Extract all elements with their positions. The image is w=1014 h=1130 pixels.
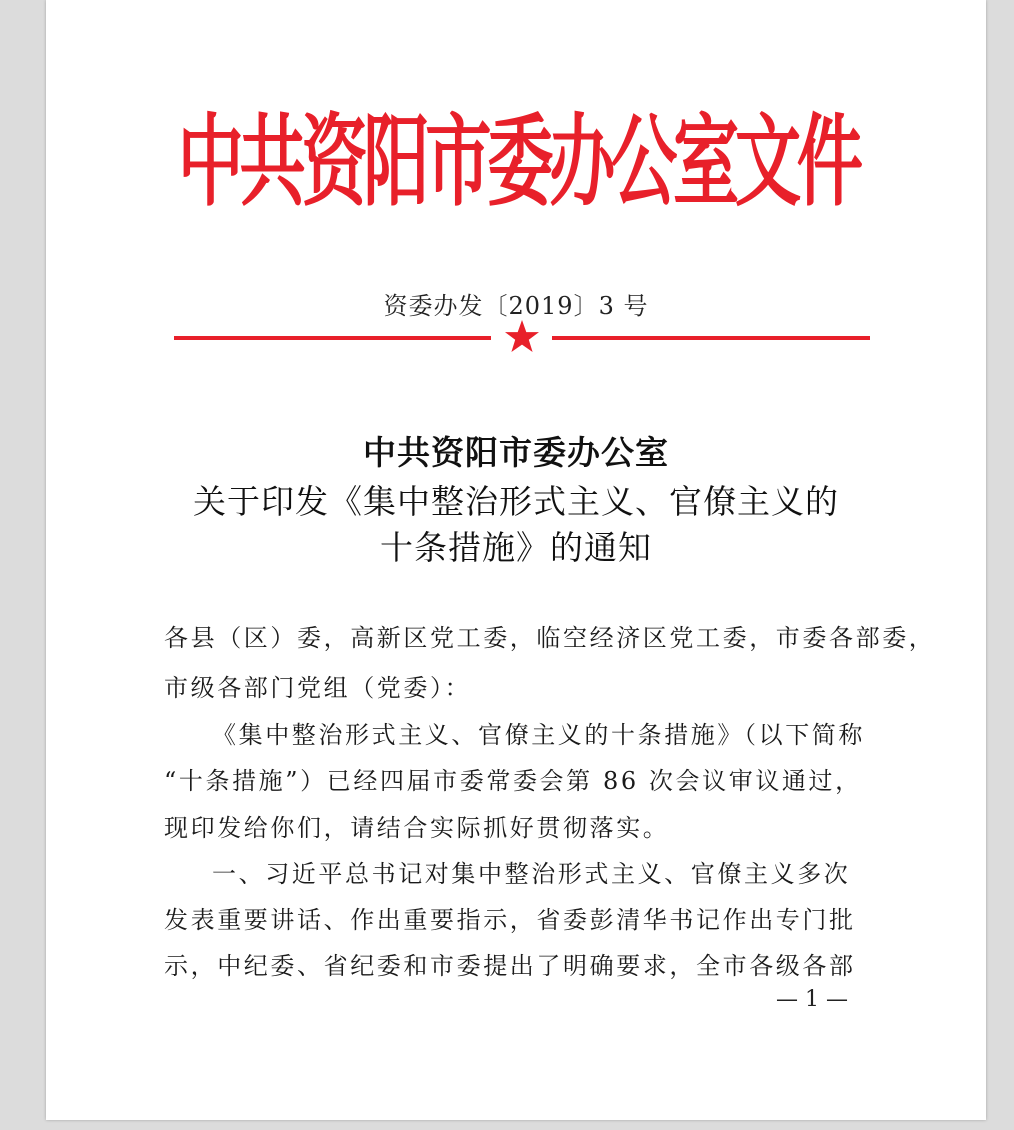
body-paragraph-1-line-3: 现印发给你们，请结合实际抓好贯彻落实。 [164, 814, 670, 842]
document-page [46, 0, 986, 1120]
title-line-2: 关于印发《集中整治形式主义、官僚主义的 [193, 482, 839, 521]
body-paragraph-1-line-2: “十条措施”）已经四届市委常委会第 86 次会议审议通过， [164, 767, 862, 795]
addressee-line-1: 各县（区）委，高新区党工委，临空经济区党工委，市委各部委， [164, 624, 936, 652]
title-line-3: 十条措施》的通知 [380, 528, 652, 567]
red-star-icon [503, 318, 541, 356]
document-masthead: 中共资阳市委办公室文件 [177, 104, 859, 220]
body-paragraph-2-line-1: 一、习近平总书记对集中整治形式主义、官僚主义多次 [212, 860, 851, 888]
document-number: 资委办发〔2019〕3 号 [383, 292, 649, 320]
page-number: — 1 — [776, 987, 848, 1012]
addressee-line-2: 市级各部门党组（党委）： [164, 674, 472, 702]
title-issuer: 中共资阳市委办公室 [363, 433, 669, 472]
red-rule-right [552, 336, 870, 340]
body-paragraph-1-line-1: 《集中整治形式主义、官僚主义的十条措施》（以下简称 [212, 721, 865, 749]
body-paragraph-2-line-3: 示，中纪委、省纪委和市委提出了明确要求，全市各级各部 [164, 952, 856, 980]
body-paragraph-2-line-2: 发表重要讲话、作出重要指示，省委彭清华书记作出专门批 [164, 906, 856, 934]
red-rule-left [174, 336, 491, 340]
